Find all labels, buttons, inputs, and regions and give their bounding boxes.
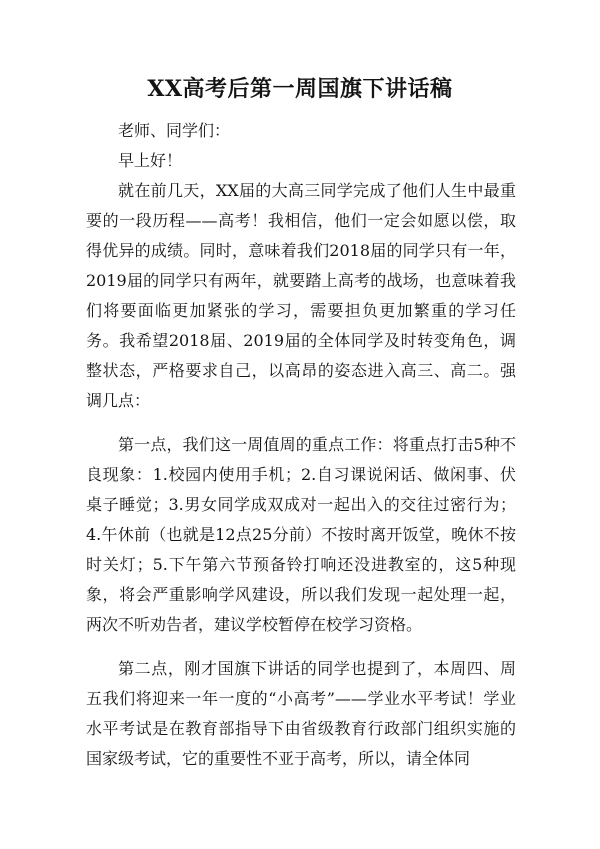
salutation: 老师、同学们： — [118, 121, 231, 140]
paragraph-point-one: 第一点，我们这一周值周的重点工作：将重点打击5种不良现象：1.校园内使用手机；2.自习课说闲话、做闲事、伏桌子睡觉；3.男女同学成双成对一起出入的交往过密行为；4.午休前（也就是12点25分前）不按时离开饭堂，晚休不按时关灯；5.下午第六节预备铃打响还没进教室的，这5种现象，将会严重影响学风建设，所以我们发现一起处理一起，两次不听劝告者，建议学校暂停在校学习资格。 — [86, 435, 516, 634]
document-title: XX高考后第一周国旗下讲话稿 — [147, 76, 453, 102]
paragraph-point-two: 第二点，刚才国旗下讲话的同学也提到了，本周四、周五我们将迎来一年一度的“小高考”——学业水平考试！学业水平考试是在教育部指导下由省级教育行政部门组织实施的国家级考试，它的重要性不亚于高考，所以，请全体同 — [86, 659, 516, 768]
document-body — [86, 116, 516, 774]
paragraph-intro: 就在前几天，XX届的大高三同学完成了他们人生中最重要的一段历程——高考！我相信，他们一定会如愿以偿，取得优异的成绩。同时，意味着我们2018届的同学只有一年，2019届的同学只有两年，就要踏上高考的战场，也意味着我们将要面临更加紧张的学习，需要担负更加繁重的学习任务。我希望2018届、2019届的全体同学及时转变角色，调整状态，严格要求自己，以高昂的姿态进入高三、高二。强调几点： — [86, 181, 516, 410]
greeting: 早上好！ — [118, 151, 183, 170]
